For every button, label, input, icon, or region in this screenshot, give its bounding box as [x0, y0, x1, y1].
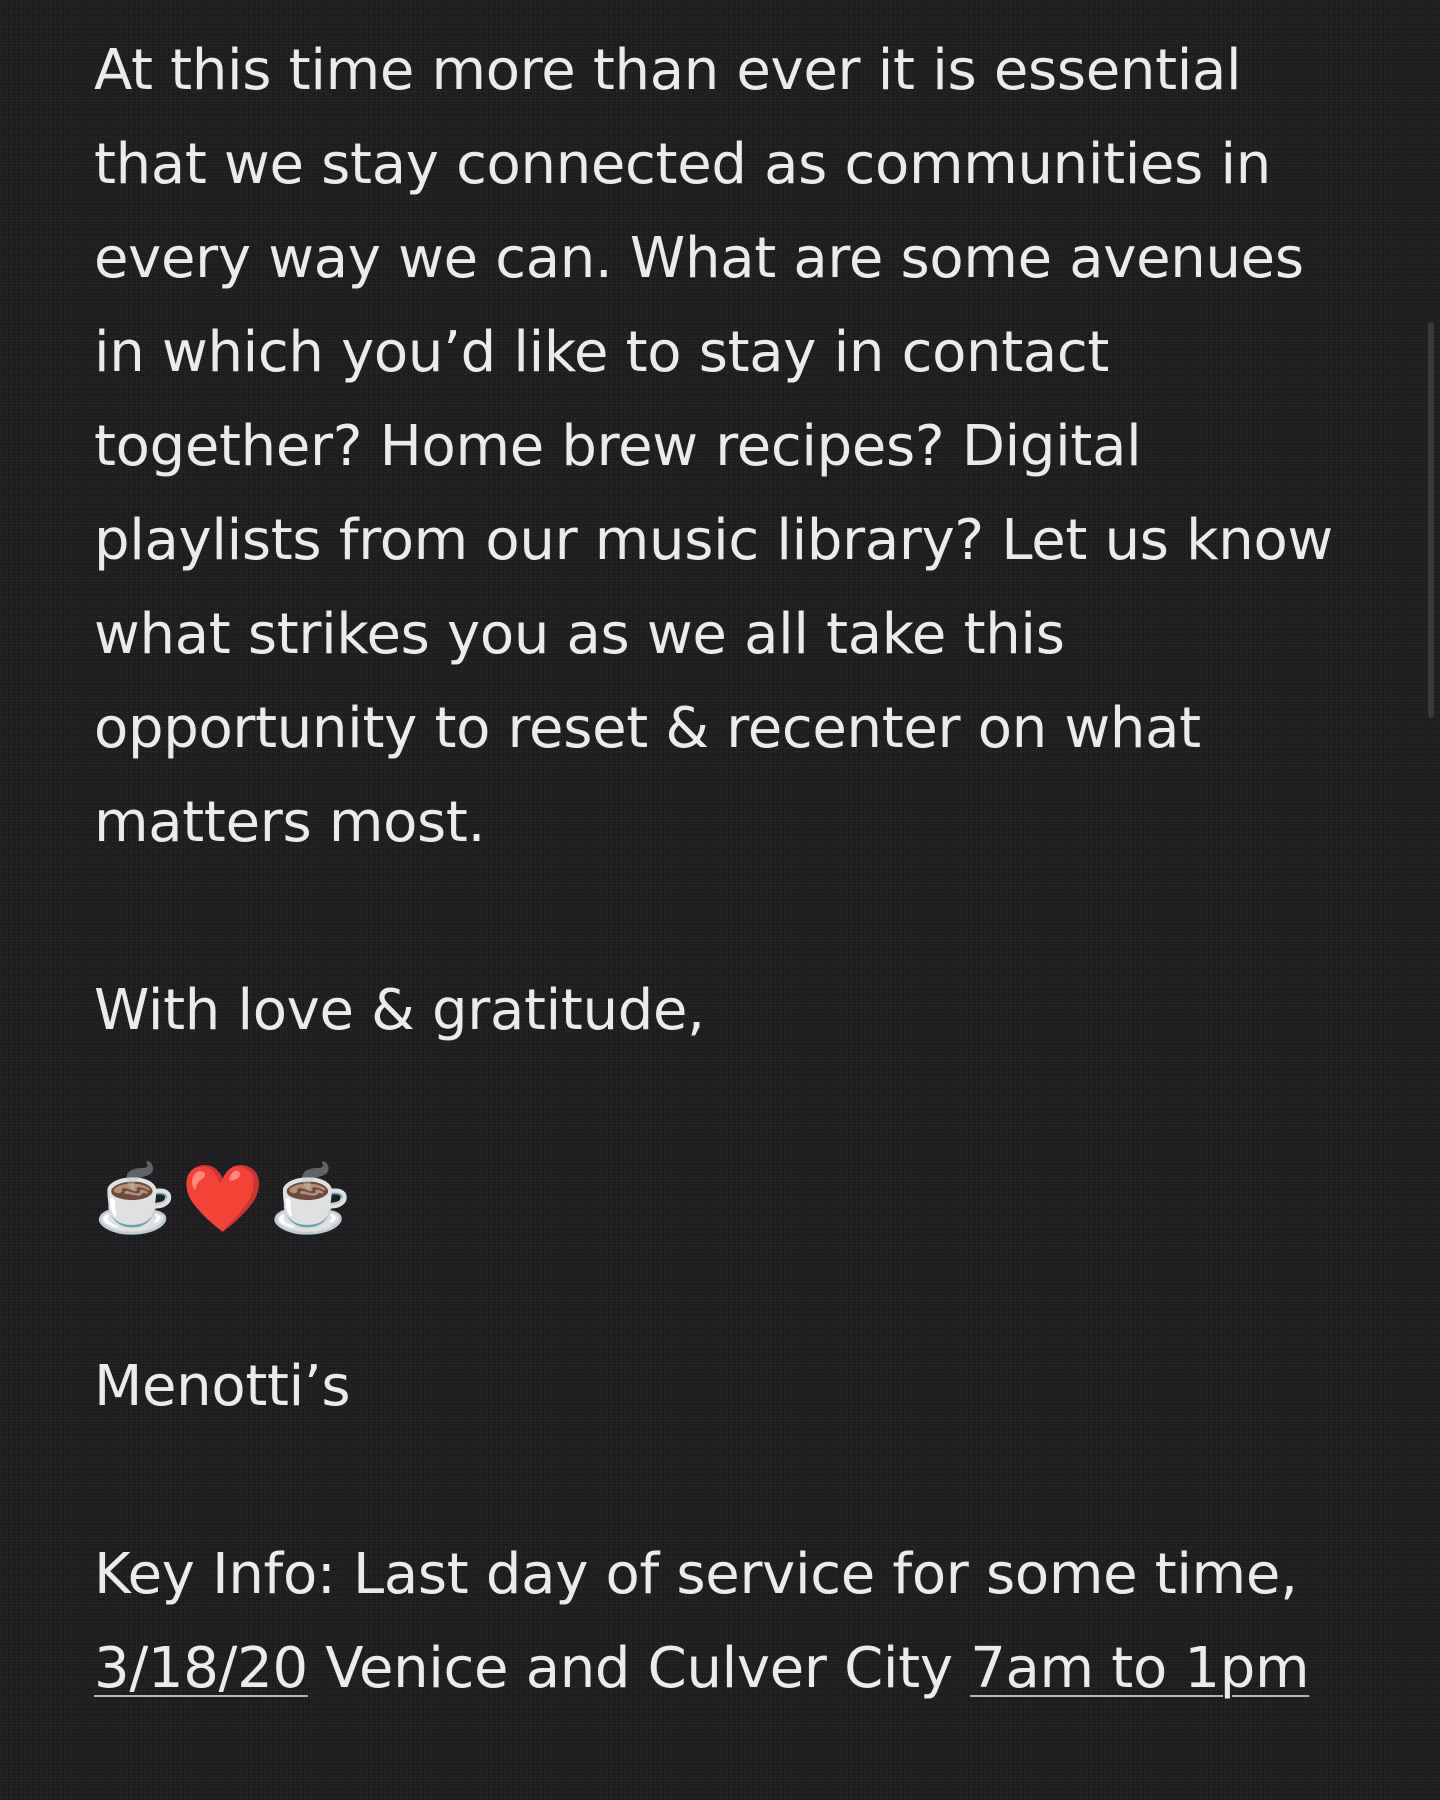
note-body[interactable] [94, 24, 1354, 1716]
blank-line [94, 870, 1354, 964]
key-info-prefix: Key Info: Last day of service for some time, [94, 1542, 1298, 1607]
blank-line [94, 1058, 1354, 1152]
scrollbar[interactable] [1428, 322, 1434, 718]
closing-line: With love & gratitude, [94, 978, 705, 1043]
key-info [94, 1528, 1354, 1716]
coffee-cup-icon: ☕️ [94, 1160, 176, 1237]
note-paragraph: At this time more than ever it is essential that we stay connected as communities in every way we can. What are some avenues in which you’d like to stay in contact together? Home brew recipes? Digital playlists from our music library? Let us know what strikes you as we all take this opportunity to reset & recenter on what matters most. [94, 38, 1333, 855]
date-link[interactable]: 3/18/20 [94, 1636, 308, 1701]
key-info-middle: Venice and Culver City [307, 1636, 971, 1701]
emoji-row [94, 1152, 1354, 1246]
signature: Menotti’s [94, 1354, 351, 1419]
blank-line [94, 1246, 1354, 1340]
hours-link[interactable]: 7am to 1pm [970, 1636, 1310, 1701]
blank-line [94, 1434, 1354, 1528]
coffee-cup-icon: ☕️ [269, 1160, 352, 1237]
heart-icon: ❤️ [181, 1160, 264, 1237]
